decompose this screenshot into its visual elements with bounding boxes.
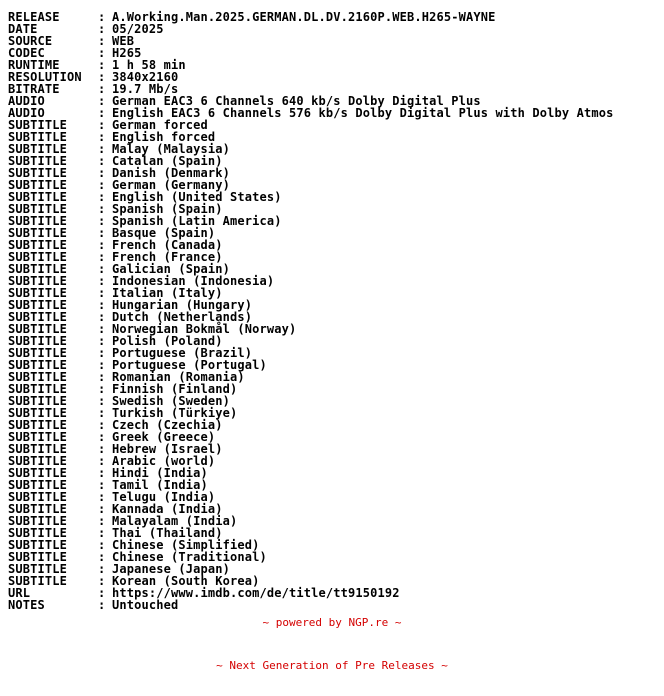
nfo-value: English (United States) [112, 190, 282, 204]
nfo-value: Telugu (India) [112, 490, 216, 504]
nfo-value: Portuguese (Brazil) [112, 346, 253, 360]
nfo-value: H265 [112, 46, 142, 60]
nfo-value: French (Canada) [112, 238, 223, 252]
nfo-key: SUBTITLE [8, 394, 67, 408]
nfo-separator: : [98, 202, 106, 216]
nfo-separator: : [98, 346, 106, 360]
nfo-separator: : [98, 238, 106, 252]
nfo-value: Hungarian (Hungary) [112, 298, 253, 312]
nfo-value: German (Germany) [112, 178, 230, 192]
nfo-key: SUBTITLE [8, 454, 67, 468]
nfo-value: Galician (Spain) [112, 262, 230, 276]
nfo-row-notes [8, 599, 613, 611]
nfo-key: RELEASE [8, 10, 60, 24]
nfo-value: Danish (Denmark) [112, 166, 230, 180]
nfo-separator: : [98, 334, 106, 348]
nfo-separator: : [98, 322, 106, 336]
nfo-key: SUBTITLE [8, 226, 67, 240]
nfo-value: Untouched [112, 598, 179, 612]
nfo-key: SUBTITLE [8, 514, 67, 528]
nfo-value: Tamil (India) [112, 478, 208, 492]
nfo-separator: : [98, 118, 106, 132]
nfo-separator: : [98, 406, 106, 420]
nfo-separator: : [98, 58, 106, 72]
nfo-key: SUBTITLE [8, 118, 67, 132]
nfo-key: SUBTITLE [8, 322, 67, 336]
nfo-separator: : [98, 82, 106, 96]
nfo-separator: : [98, 154, 106, 168]
nfo-key: SUBTITLE [8, 406, 67, 420]
nfo-key: SUBTITLE [8, 274, 67, 288]
nfo-separator: : [98, 550, 106, 564]
nfo-key: SOURCE [8, 34, 53, 48]
nfo-separator: : [98, 286, 106, 300]
nfo-value: English EAC3 6 Channels 576 kb/s Dolby Digital Plus with Dolby Atmos [112, 106, 614, 120]
nfo-separator: : [98, 442, 106, 456]
nfo-separator: : [98, 538, 106, 552]
nfo-separator: : [98, 46, 106, 60]
nfo-key: CODEC [8, 46, 45, 60]
nfo-value: Dutch (Netherlands) [112, 310, 253, 324]
nfo-value: Czech (Czechia) [112, 418, 223, 432]
nfo-key: SUBTITLE [8, 166, 67, 180]
nfo-key: RESOLUTION [8, 70, 82, 84]
nfo-value: Basque (Spain) [112, 226, 216, 240]
nfo-value: Kannada (India) [112, 502, 223, 516]
nfo-value: Finnish (Finland) [112, 382, 238, 396]
nfo-value: Thai (Thailand) [112, 526, 223, 540]
nfo-separator: : [98, 502, 106, 516]
nfo-value: Chinese (Traditional) [112, 550, 267, 564]
nfo-separator: : [98, 598, 106, 612]
nfo-key: SUBTITLE [8, 286, 67, 300]
nfo-separator: : [98, 250, 106, 264]
nfo-key: SUBTITLE [8, 382, 67, 396]
nfo-separator: : [98, 142, 106, 156]
nfo-separator: : [98, 574, 106, 588]
nfo-key: SUBTITLE [8, 550, 67, 564]
nfo-separator: : [98, 178, 106, 192]
nfo-separator: : [98, 10, 106, 24]
nfo-key: BITRATE [8, 82, 60, 96]
nfo-value: 3840x2160 [112, 70, 179, 84]
nfo-key: SUBTITLE [8, 370, 67, 384]
nfo-separator: : [98, 490, 106, 504]
nfo-separator: : [98, 274, 106, 288]
nfo-value: Indonesian (Indonesia) [112, 274, 275, 288]
nfo-key: SUBTITLE [8, 418, 67, 432]
nfo-separator: : [98, 562, 106, 576]
nfo-key: AUDIO [8, 94, 45, 108]
nfo-block [8, 11, 613, 611]
nfo-value: Malay (Malaysia) [112, 142, 230, 156]
nfo-key: SUBTITLE [8, 250, 67, 264]
nfo-key: SUBTITLE [8, 238, 67, 252]
nfo-key: SUBTITLE [8, 526, 67, 540]
nfo-key: SUBTITLE [8, 262, 67, 276]
nfo-value: Turkish (Türkiye) [112, 406, 238, 420]
nfo-separator: : [98, 94, 106, 108]
nfo-key: SUBTITLE [8, 334, 67, 348]
nfo-key: SUBTITLE [8, 142, 67, 156]
nfo-value: Romanian (Romania) [112, 370, 245, 384]
nfo-key: SUBTITLE [8, 202, 67, 216]
nfo-key: NOTES [8, 598, 45, 612]
nfo-separator: : [98, 370, 106, 384]
nfo-value: Portuguese (Portugal) [112, 358, 267, 372]
nfo-separator: : [98, 526, 106, 540]
nfo-value: A.Working.Man.2025.GERMAN.DL.DV.2160P.WEB.H265-WAYNE [112, 10, 496, 24]
nfo-value: Korean (South Korea) [112, 574, 260, 588]
nfo-separator: : [98, 418, 106, 432]
nfo-value: Italian (Italy) [112, 286, 223, 300]
nfo-value: German forced [112, 118, 208, 132]
nfo-value: Malayalam (India) [112, 514, 238, 528]
nfo-separator: : [98, 586, 106, 600]
nfo-value: 05/2025 [112, 22, 164, 36]
nfo-key: SUBTITLE [8, 502, 67, 516]
nfo-key: SUBTITLE [8, 490, 67, 504]
nfo-separator: : [98, 22, 106, 36]
nfo-value: Arabic (world) [112, 454, 216, 468]
nfo-separator: : [98, 190, 106, 204]
nfo-key: SUBTITLE [8, 478, 67, 492]
nfo-value: Catalan (Spain) [112, 154, 223, 168]
nfo-value: Norwegian Bokmål (Norway) [112, 322, 297, 336]
nfo-key: SUBTITLE [8, 430, 67, 444]
footer-powered-by: ~ powered by NGP.re ~ [262, 616, 402, 629]
nfo-key: SUBTITLE [8, 538, 67, 552]
nfo-separator: : [98, 298, 106, 312]
nfo-value: WEB [112, 34, 135, 48]
nfo-key: AUDIO [8, 106, 45, 120]
nfo-value: 1 h 58 min [112, 58, 186, 72]
nfo-key: SUBTITLE [8, 214, 67, 228]
nfo-separator: : [98, 514, 106, 528]
nfo-separator: : [98, 478, 106, 492]
nfo-value: Spanish (Latin America) [112, 214, 282, 228]
nfo-key: SUBTITLE [8, 442, 67, 456]
nfo-key: SUBTITLE [8, 346, 67, 360]
nfo-separator: : [98, 214, 106, 228]
nfo-key: SUBTITLE [8, 130, 67, 144]
nfo-key: SUBTITLE [8, 298, 67, 312]
nfo-separator: : [98, 430, 106, 444]
nfo-key: RUNTIME [8, 58, 60, 72]
nfo-value: 19.7 Mb/s [112, 82, 179, 96]
nfo-value: Hindi (India) [112, 466, 208, 480]
nfo-separator: : [98, 382, 106, 396]
nfo-value: Japanese (Japan) [112, 562, 230, 576]
footer-tagline: ~ Next Generation of Pre Releases ~ [216, 659, 448, 672]
nfo-value: Chinese (Simplified) [112, 538, 260, 552]
nfo-key: SUBTITLE [8, 178, 67, 192]
nfo-separator: : [98, 130, 106, 144]
nfo-separator: : [98, 226, 106, 240]
nfo-value: German EAC3 6 Channels 640 kb/s Dolby Digital Plus [112, 94, 481, 108]
nfo-separator: : [98, 310, 106, 324]
nfo-value: English forced [112, 130, 216, 144]
nfo-separator: : [98, 34, 106, 48]
nfo-separator: : [98, 262, 106, 276]
nfo-value: Swedish (Sweden) [112, 394, 230, 408]
nfo-key: SUBTITLE [8, 154, 67, 168]
nfo-value: Hebrew (Israel) [112, 442, 223, 456]
nfo-key: SUBTITLE [8, 574, 67, 588]
nfo-value: Spanish (Spain) [112, 202, 223, 216]
nfo-key: SUBTITLE [8, 190, 67, 204]
nfo-separator: : [98, 166, 106, 180]
nfo-key: SUBTITLE [8, 310, 67, 324]
nfo-value: Greek (Greece) [112, 430, 216, 444]
nfo-separator: : [98, 466, 106, 480]
nfo-value: Polish (Poland) [112, 334, 223, 348]
nfo-separator: : [98, 70, 106, 84]
nfo-value: French (France) [112, 250, 223, 264]
nfo-separator: : [98, 454, 106, 468]
nfo-key: SUBTITLE [8, 466, 67, 480]
nfo-key: DATE [8, 22, 38, 36]
nfo-value[interactable]: https://www.imdb.com/de/title/tt9150192 [112, 586, 400, 600]
nfo-key: SUBTITLE [8, 358, 67, 372]
nfo-key: URL [8, 586, 31, 600]
nfo-separator: : [98, 358, 106, 372]
nfo-key: SUBTITLE [8, 562, 67, 576]
nfo-separator: : [98, 394, 106, 408]
nfo-separator: : [98, 106, 106, 120]
